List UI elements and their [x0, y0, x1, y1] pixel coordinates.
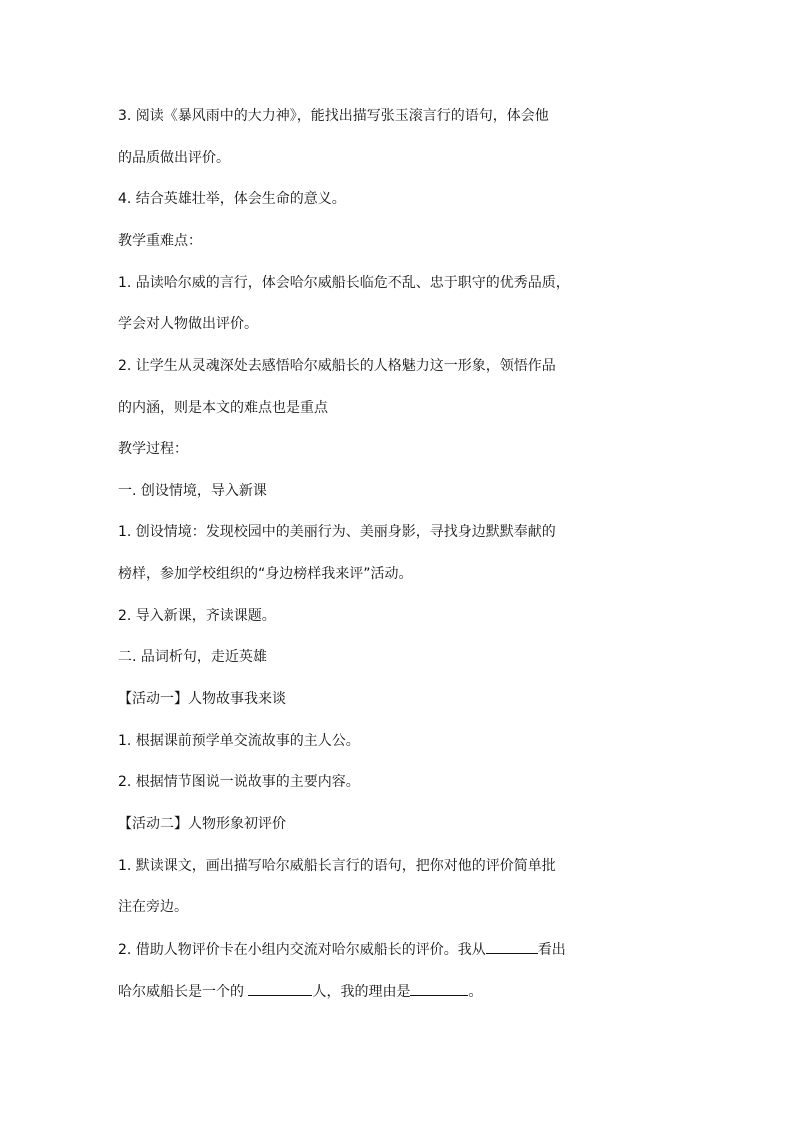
fill-in-line — [118, 939, 688, 960]
fill-in-text: 哈尔威船长是一个的 — [118, 984, 249, 1000]
fill-in-blank[interactable] — [486, 939, 538, 954]
fill-in-blank[interactable] — [248, 981, 312, 996]
text-line: 2. 让学生从灵魂深处去感悟哈尔威船长的人格魅力这一形象，领悟作品 — [118, 358, 556, 374]
text-line: 1. 品读哈尔威的言行，体会哈尔威船长临危不乱、忠于职守的优秀品质， — [118, 275, 570, 291]
activity-heading: 【活动一】人物故事我来谈 — [118, 691, 286, 707]
text-line: 榜样，参加学校组织的“身边榜样我来评”活动。 — [118, 566, 413, 582]
section-heading: 一. 创设情境，导入新课 — [118, 483, 267, 499]
text-line: 1. 默读课文，画出描写哈尔威船长言行的语句，把你对他的评价简单批 — [118, 858, 556, 874]
section-heading: 教学过程： — [118, 441, 188, 457]
fill-in-line — [118, 981, 688, 1002]
text-line: 4. 结合英雄壮举，体会生命的意义。 — [118, 191, 346, 207]
fill-in-blank[interactable] — [410, 981, 468, 996]
activity-heading: 【活动二】人物形象初评价 — [118, 816, 286, 832]
text-line: 1. 根据课前预学单交流故事的主人公。 — [118, 733, 360, 749]
section-heading: 教学重难点： — [118, 233, 202, 249]
fill-in-text: 看出 — [537, 942, 566, 958]
text-line: 的内涵，则是本文的难点也是重点 — [118, 400, 328, 416]
text-line: 3. 阅读《暴风雨中的大力神》，能找出描写张玉滚言行的语句，体会他 — [118, 108, 549, 124]
text-line: 1. 创设情境：发现校园中的美丽行为、美丽身影，寻找身边默默奉献的 — [118, 524, 556, 540]
text-line: 2. 根据情节图说一说故事的主要内容。 — [118, 774, 360, 790]
fill-in-text: 2. 借助人物评价卡在小组内交流对哈尔威船长的评价。我从 — [118, 942, 486, 958]
text-line: 2. 导入新课，齐读课题。 — [118, 608, 276, 624]
fill-in-text: 。 — [468, 984, 483, 1000]
text-line: 学会对人物做出评价。 — [118, 316, 258, 332]
fill-in-text: 人，我的理由是 — [312, 984, 411, 1000]
text-line: 的品质做出评价。 — [118, 150, 230, 166]
text-line: 注在旁边。 — [118, 899, 188, 915]
section-heading: 二. 品词析句，走近英雄 — [118, 649, 267, 665]
